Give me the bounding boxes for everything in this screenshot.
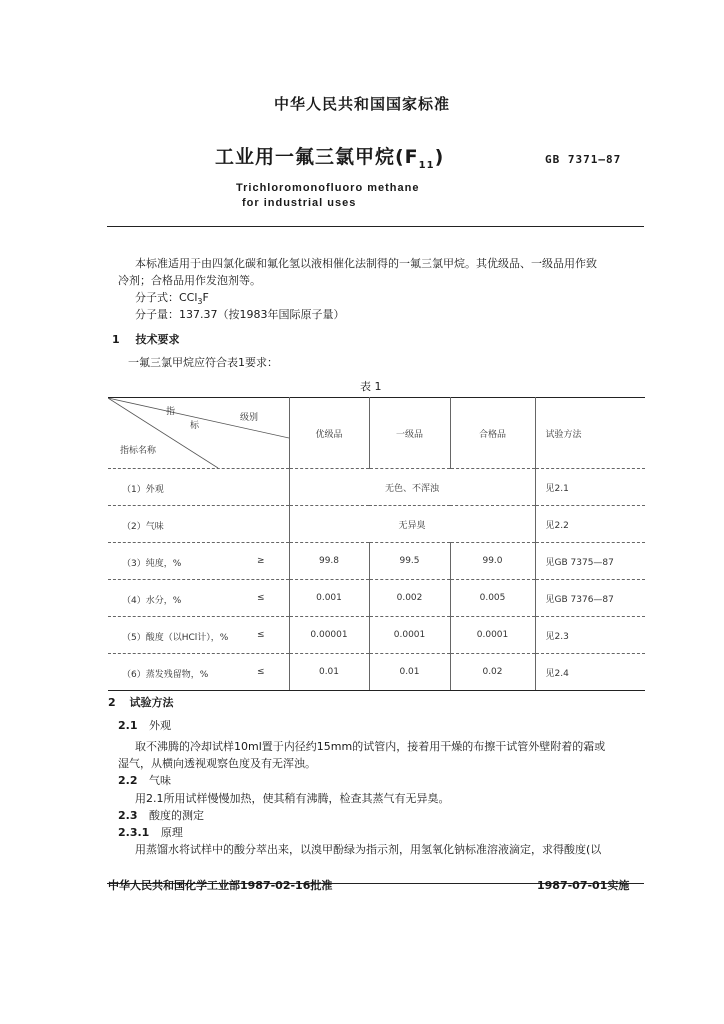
- subsection-2-3-1-number: 2.3.1: [118, 826, 150, 839]
- subsection-2-2-title: 气味: [149, 774, 171, 787]
- table-row: [108, 543, 645, 580]
- section1-number: 1: [112, 333, 120, 346]
- row-relation: ≤: [256, 630, 265, 640]
- subsection-2-1-line2: 湿气，从横向透视观察色度及有无浑浊。: [118, 757, 316, 770]
- row-value-qualified: 99.0: [450, 543, 535, 580]
- row-method: 见2.1: [535, 469, 645, 506]
- subsection-2-3-heading: [118, 807, 204, 824]
- section2-heading: [108, 694, 174, 710]
- subsection-2-3-1-line1: 用蒸馏水将试样中的酸分萃出来，以溴甲酚绿为指示剂，用氢氧化钠标准溶液滴定，求得酸度(以: [135, 843, 602, 856]
- row-method: 见GB 7375—87: [535, 543, 645, 580]
- formula-subscript: 3: [197, 297, 203, 307]
- col-header-qualified: 合格品: [450, 398, 535, 469]
- molecular-mass: 分子量：137.37（按1983年国际原子量）: [135, 308, 345, 321]
- row-name: （3）纯度，%: [122, 559, 182, 569]
- row-value-first-grade: 0.002: [369, 580, 450, 617]
- table-row: [108, 580, 645, 617]
- table-row: [108, 617, 645, 654]
- subsection-2-2-line1: 用2.1所用试样慢慢加热，使其稍有沸腾，检查其蒸气有无异臭。: [135, 792, 450, 805]
- intro-line2: 冷剂；合格品用作发泡剂等。: [118, 274, 261, 287]
- row-method: 见2.4: [535, 654, 645, 691]
- table-row: [108, 654, 645, 691]
- row-relation: ≥: [256, 556, 265, 566]
- col-header-premium: 优级品: [289, 398, 369, 469]
- approval-note: 中华人民共和国化学工业部1987-02-16批准: [108, 879, 333, 892]
- row-value-first-grade: 99.5: [369, 543, 450, 580]
- row-merged-value: 无异臭: [289, 506, 535, 543]
- title-subscript: 11: [418, 159, 435, 171]
- diagonal-lines: [108, 398, 289, 468]
- row-value-qualified: 0.005: [450, 580, 535, 617]
- table-header-row: [108, 398, 645, 469]
- row-name: （5）酸度（以HCl计），%: [122, 633, 229, 643]
- row-value-premium: 0.00001: [289, 617, 369, 654]
- subsection-2-3-1-title: 原理: [160, 826, 183, 839]
- formula-tail: F: [202, 291, 209, 304]
- english-title-line1: Trichloromonofluoro methane: [236, 182, 420, 194]
- table-caption: 表 1: [360, 380, 382, 393]
- row-method: 见2.3: [535, 617, 645, 654]
- row-name: （6）蒸发残留物，%: [122, 670, 209, 680]
- title-close: ): [434, 146, 445, 168]
- standard-type-heading: 中华人民共和国国家标准: [273, 95, 450, 113]
- document-title: [215, 142, 444, 171]
- diagonal-header-cell: [108, 398, 289, 469]
- row-relation: ≤: [256, 593, 265, 603]
- row-value-first-grade: 0.01: [369, 654, 450, 691]
- col-header-first-grade: 一级品: [369, 398, 450, 469]
- section1-heading: [112, 331, 180, 347]
- standard-number: GB 7371—87: [545, 153, 622, 166]
- row-value-first-grade: 0.0001: [369, 617, 450, 654]
- subsection-2-1-number: 2.1: [118, 719, 138, 732]
- row-name: （2）气味: [122, 522, 164, 532]
- section1-body: 一氟三氯甲烷应符合表1要求：: [128, 356, 278, 369]
- subsection-2-2-number: 2.2: [118, 774, 138, 787]
- row-name: （1）外观: [122, 485, 164, 495]
- formula-label: 分子式：CCl: [135, 291, 198, 304]
- english-title-line2: for industrial uses: [242, 197, 357, 209]
- subsection-2-1-title: 外观: [149, 719, 171, 732]
- subsection-2-3-title: 酸度的测定: [149, 809, 204, 822]
- subsection-2-1-line1: 取不沸腾的冷却试样10ml置于内径约15mm的试管内，接着用干燥的布擦干试管外壁附着的霜或: [135, 740, 606, 753]
- row-value-premium: 0.001: [289, 580, 369, 617]
- subsection-2-3-1-heading: [118, 824, 183, 841]
- row-value-premium: 0.01: [289, 654, 369, 691]
- subsection-2-2-heading: [118, 772, 171, 789]
- subsection-2-1-heading: [118, 717, 171, 734]
- intro-line1: 本标准适用于由四氯化碳和氟化氢以液相催化法制得的一氟三氯甲烷。其优级品、一级品用作致: [135, 257, 597, 270]
- diag-label-name: 指标名称: [120, 446, 157, 456]
- row-value-qualified: 0.0001: [450, 617, 535, 654]
- section2-title: 试验方法: [129, 696, 174, 709]
- diag-label-biao: 标: [190, 421, 200, 431]
- header-divider: [107, 226, 644, 227]
- diag-label-grade: 级别: [240, 413, 259, 423]
- row-method: 见2.2: [535, 506, 645, 543]
- row-value-qualified: 0.02: [450, 654, 535, 691]
- subsection-2-3-number: 2.3: [118, 809, 138, 822]
- row-method: 见GB 7376—87: [535, 580, 645, 617]
- title-main: 工业用一氟三氯甲烷(F: [215, 146, 419, 168]
- row-merged-value: 无色、不浑浊: [289, 469, 535, 506]
- table-row: [108, 469, 645, 506]
- table-row: [108, 506, 645, 543]
- spec-table: [108, 397, 645, 691]
- section2-number: 2: [108, 696, 116, 709]
- row-name: （4）水分，%: [122, 596, 182, 606]
- section1-title: 技术要求: [135, 333, 180, 346]
- row-relation: ≤: [256, 667, 265, 677]
- diag-label-zhi: 指: [166, 407, 176, 417]
- col-header-test-method: 试验方法: [535, 398, 645, 469]
- row-value-premium: 99.8: [289, 543, 369, 580]
- effective-date: 1987-07-01实施: [537, 879, 630, 892]
